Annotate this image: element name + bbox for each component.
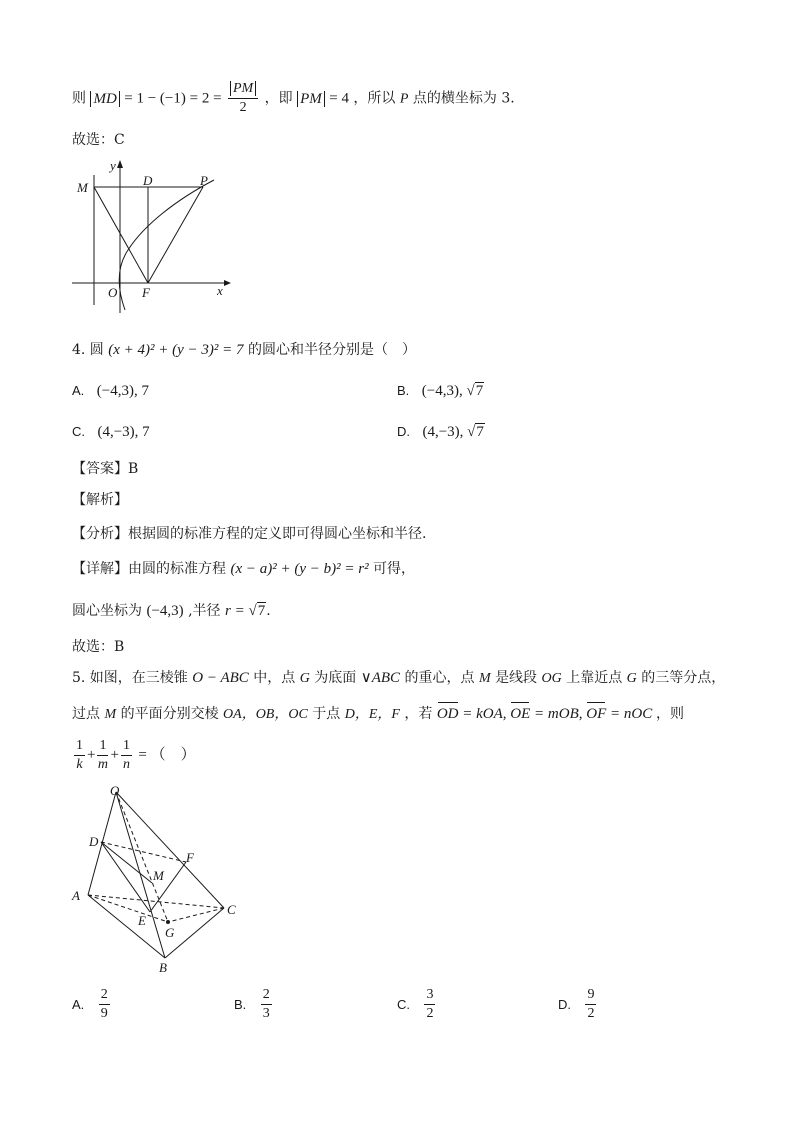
edge-oc <box>116 792 224 908</box>
option-label: A. <box>72 996 85 1012</box>
q5-edges: OA，OB，OC <box>223 707 308 722</box>
text-conclusion: 点的横坐标为 3. <box>412 90 515 107</box>
q5-point-m-2: M <box>104 707 117 722</box>
q5-point-m: M <box>478 671 491 686</box>
equation-pm: = 4 <box>329 90 349 107</box>
denominator-k: k <box>76 756 83 772</box>
label-e: E <box>138 913 146 928</box>
q5-point-g: G <box>299 671 310 686</box>
label-c: C <box>227 902 236 917</box>
q4-number: 4. 圆 <box>72 342 104 358</box>
q5-pyramid: O − ABC <box>192 670 249 686</box>
point-g-dot <box>166 920 170 924</box>
xiangjie-text: 【详解】由圆的标准方程 <box>72 561 226 577</box>
radius-formula: r = √ <box>225 603 257 619</box>
label-x: x <box>217 283 223 298</box>
abs-pm-numerator: PM <box>230 81 256 96</box>
q5-text-a: 5. 如图，在三棱锥 <box>72 670 188 686</box>
q5-option-d[interactable] <box>558 986 598 1023</box>
q4-question-text: 的圆心和半径分别是（ ） <box>248 342 416 358</box>
label-m: M <box>153 868 164 883</box>
numerator: 9 <box>585 986 596 1005</box>
q5-triangle-abc: ∨ABC <box>360 670 401 686</box>
q4-analysis-heading: 【解析】 <box>72 492 128 508</box>
fraction-denominator: 2 <box>239 100 247 115</box>
text-so: ，所以 <box>353 90 396 107</box>
option-text: (−4,3), 7 <box>96 383 149 399</box>
label-d: D <box>143 173 153 188</box>
question-4-stem <box>72 340 416 360</box>
q5-option-a[interactable] <box>72 986 112 1023</box>
fraction-1-over-m <box>97 737 108 774</box>
point-p: P <box>399 91 409 107</box>
period: . <box>266 603 271 619</box>
fraction-pm-over-2 <box>228 80 258 117</box>
label-a: A <box>72 888 80 903</box>
y-axis-arrow <box>117 160 123 168</box>
q5-text-b: 中，点 <box>253 670 296 686</box>
q4-option-a[interactable] <box>72 381 149 401</box>
tetrahedron-figure <box>66 780 256 980</box>
option-fraction <box>261 986 272 1023</box>
label-d: D <box>89 834 99 849</box>
numerator: 1 <box>74 737 85 756</box>
label-o: O <box>110 783 120 798</box>
option-fraction <box>424 986 435 1023</box>
q4-option-d[interactable] <box>397 422 485 442</box>
option-label: D. <box>397 424 410 439</box>
vector-of: OF <box>586 706 607 722</box>
q5-text-f: 上靠近点 <box>566 670 623 686</box>
radicand: 7 <box>476 424 484 440</box>
q5-text-c: 为底面 <box>314 670 357 686</box>
q5-points-def: D，E，F <box>344 707 400 722</box>
center-coordinates: (−4,3) <box>146 603 184 619</box>
label-m: M <box>77 180 88 195</box>
radicand: 7 <box>475 383 484 399</box>
label-f: F <box>142 285 150 300</box>
q5-blank: = （ ） <box>138 747 196 763</box>
option-label: C. <box>72 424 85 439</box>
text-namely: ，即 <box>264 90 293 107</box>
numerator: 1 <box>121 737 132 756</box>
q5-text-e: 是线段 <box>495 670 538 686</box>
segment-dm <box>101 842 152 883</box>
label-o: O <box>108 285 118 300</box>
question-5-line-2 <box>72 704 684 725</box>
q5-point-g2: G <box>626 671 637 686</box>
radius-text: ,半径 <box>188 603 221 619</box>
question-5-line-3: $\frac{1}{k}$ + $\frac{1}{m}$ + $\frac{1}{n}$ = （ ） <box>76 737 196 772</box>
xiangjie-tail: 可得， <box>373 561 416 577</box>
option-label: A. <box>72 383 85 398</box>
standard-equation: (x − a)² + (y − b)² = r² <box>230 561 369 577</box>
q5-text-through: 过点 <box>72 706 100 722</box>
fraction-1-over-k <box>74 737 85 774</box>
solution-line-md <box>72 80 515 117</box>
q4-answer: 【答案】B <box>72 461 139 477</box>
denominator: 2 <box>587 1006 595 1021</box>
abs-md: MD <box>90 91 119 107</box>
relation-m: = mOB, <box>534 706 583 722</box>
numerator: 1 <box>97 737 108 756</box>
numerator: 3 <box>424 986 435 1005</box>
numerator: 2 <box>261 986 272 1005</box>
q4-xiangjie <box>72 559 415 579</box>
denominator: 2 <box>426 1006 434 1021</box>
parabola-figure <box>66 155 236 315</box>
q4-center <box>72 601 271 621</box>
q5-text-d: 的重心，点 <box>404 670 475 686</box>
q5-text-at: 于点 <box>312 706 341 722</box>
option-label: B. <box>397 383 410 398</box>
q5-text-h: 的三等分点， <box>641 670 726 686</box>
q4-choose: 故选：B <box>72 639 125 655</box>
option-text: (4,−3), √ <box>422 424 476 440</box>
radius-radicand: 7 <box>257 603 266 619</box>
vector-od: OD <box>436 706 459 722</box>
center-text: 圆心坐标为 <box>72 603 142 619</box>
option-label: B. <box>234 996 247 1012</box>
q5-segment-og: OG <box>541 671 562 686</box>
q5-text-then: ，则 <box>655 706 684 722</box>
q5-option-c[interactable] <box>397 986 437 1023</box>
parabola-curve <box>119 180 214 310</box>
vector-oe: OE <box>510 706 531 722</box>
edge-ab <box>88 895 165 958</box>
label-y: y <box>110 158 116 173</box>
label-f: F <box>186 850 194 865</box>
equation-md: = 1 − (−1) = 2 = <box>124 90 222 107</box>
q5-option-b[interactable] <box>234 986 274 1023</box>
relation-n: = nOC <box>610 706 653 722</box>
question-5-line-1 <box>72 668 725 689</box>
x-axis-arrow <box>224 280 231 286</box>
line-pf <box>148 187 203 283</box>
q4-fenxi: 【分析】根据圆的标准方程的定义即可得圆心坐标和半径. <box>72 526 427 542</box>
q5-text-plane: 的平面分别交棱 <box>120 706 219 722</box>
numerator: 2 <box>99 986 110 1005</box>
relation-k: = kOA, <box>462 706 507 722</box>
option-text: (4,−3), 7 <box>97 424 150 440</box>
segment-og-dashed <box>116 792 168 922</box>
option-text: (−4,3), √ <box>421 383 475 399</box>
label-p: P <box>200 173 208 188</box>
fraction-1-over-n <box>121 737 132 774</box>
option-fraction <box>585 986 596 1023</box>
answer-choice-c: 故选：C <box>72 132 125 148</box>
label-b: B <box>159 960 167 975</box>
q5-text-if: ，若 <box>404 706 433 722</box>
text-then: 则 <box>72 90 86 107</box>
segment-ag-dashed <box>88 895 168 922</box>
denominator-m: m <box>97 756 109 772</box>
denominator-n: n <box>122 756 130 772</box>
abs-pm: PM <box>297 91 325 107</box>
q4-option-b[interactable] <box>397 381 484 401</box>
option-fraction <box>99 986 110 1023</box>
q5-vector-relations <box>437 706 656 722</box>
label-g: G <box>165 925 175 940</box>
option-label: C. <box>397 996 410 1012</box>
denominator: 9 <box>100 1006 108 1021</box>
denominator: 3 <box>262 1006 270 1021</box>
option-label: D. <box>558 996 571 1012</box>
q4-option-c[interactable] <box>72 422 150 442</box>
q4-circle-equation: (x + 4)² + (y − 3)² = 7 <box>108 342 244 358</box>
